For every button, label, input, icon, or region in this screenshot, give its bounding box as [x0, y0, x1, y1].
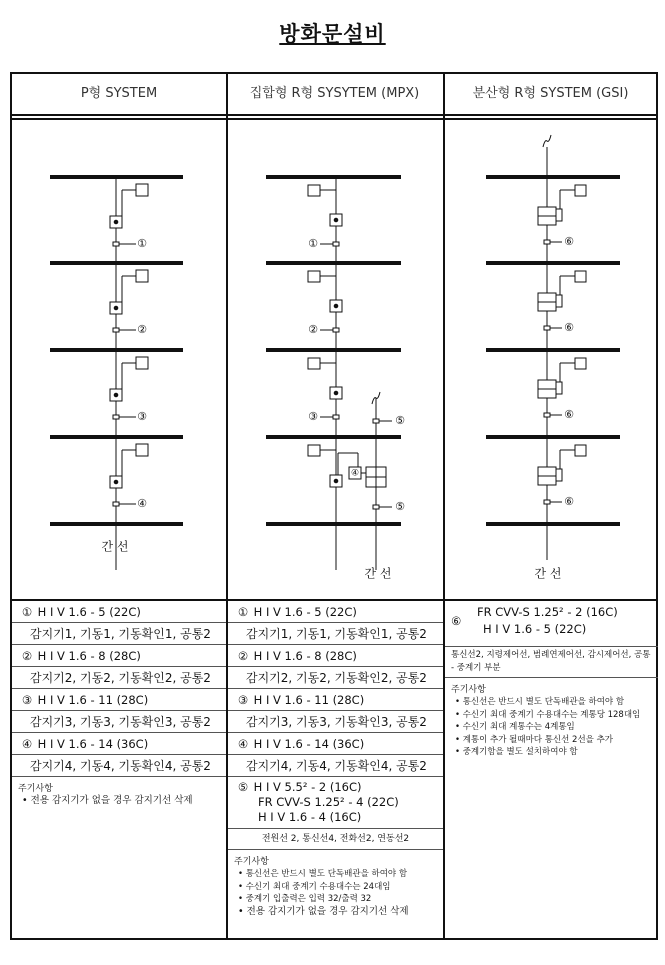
cable-label: ③ [137, 410, 147, 423]
header-gsi: 분산형 R형 SYSTEM (GSI) [472, 86, 629, 101]
detail-row-1: 감지기1, 기동1, 기동확인1, 공통2 [228, 623, 443, 645]
detail-row-1: 감지기1, 기동1, 기동확인1, 공통2 [12, 623, 226, 645]
spec-row-6: ⑥ FR CVV-S 1.25² - 2 (16C) H I V 1.6 - 5 (22C) [445, 601, 658, 647]
cable-label: ⑤ [395, 414, 405, 427]
header-divider-2 [12, 118, 658, 120]
spec-row-2: ② H I V 1.6 - 8 (28C) [228, 645, 443, 667]
spec-row-3: ③ H I V 1.6 - 11 (28C) [12, 689, 226, 711]
cable-label: ⑥ [564, 408, 574, 421]
notes-title: 주기사항 [234, 857, 269, 867]
spec-row-4: ④ H I V 1.6 - 14 (36C) [228, 733, 443, 755]
notes-title: 주기사항 [451, 685, 486, 695]
main-line-label: 간 선 [364, 566, 392, 581]
note-2: • 수신기 최대 중계기 수용대수는 24대임 [238, 881, 391, 892]
cable-label: ⑥ [564, 321, 574, 334]
cable-label: ④ [137, 497, 147, 510]
note-4: • 계통이 추가 될때마다 통신선 2선을 추가 [455, 734, 614, 745]
spec-row-4: ④ H I V 1.6 - 14 (36C) [12, 733, 226, 755]
cable-label: ② [308, 323, 318, 336]
cable-label: ② [137, 323, 147, 336]
spec-row-1: ① H I V 1.6 - 5 (22C) [228, 601, 443, 623]
p-type-spec [12, 601, 226, 940]
detail-row-5: 전원선 2, 통신선4, 전화선2, 연동선2 [228, 829, 443, 850]
detail-row-4: 감지기4, 기동4, 기동확인4, 공통2 [12, 755, 226, 777]
header-mpx: 집합형 R형 SYSYTEM (MPX) [249, 86, 420, 101]
note-5: • 중계기함을 별도 설치하여야 함 [455, 747, 578, 757]
header-p-type: P형 SYSTEM [80, 86, 158, 101]
detail-row-3: 감지기3, 기동3, 기동확인3, 공통2 [228, 711, 443, 733]
note-3: • 수신기 최대 계통수는 4계통임 [455, 722, 575, 732]
note-3: • 중계기 입출력은 입력 32/출력 32 [238, 894, 372, 904]
spec-row-2: ② H I V 1.6 - 8 (28C) [12, 645, 226, 667]
note-1: • 통신선은 반드시 별도 단독배관을 하여야 함 [455, 697, 625, 707]
detail-row-2: 감지기2, 기동2, 기동확인2, 공통2 [12, 667, 226, 689]
detail-row-6: 통신선2, 지령제어선, 범례연제어선, 감시제어선, 공통 - 중계기 부분 [445, 647, 658, 678]
header-divider [12, 114, 658, 116]
note-2: • 수신기 최대 중계기 수용대수는 계통당 128대임 [455, 709, 641, 720]
note-1: • 통신선은 반드시 별도 단독배관을 하여야 함 [238, 869, 408, 879]
spec-row-1: ① H I V 1.6 - 5 (22C) [12, 601, 226, 623]
note-4: • 전용 감지기가 없을 경우 감지기선 삭제 [238, 905, 409, 917]
mpx-spec [228, 601, 443, 940]
cable-label: ⑥ [564, 235, 574, 248]
cable-label: ⑥ [564, 495, 574, 508]
cable-label: ⑤ [395, 500, 405, 513]
main-line-label: 간 선 [534, 566, 562, 581]
cable-label: ① [308, 237, 318, 250]
note: • 전용 감지기가 없을 경우 감지기선 삭제 [22, 795, 193, 806]
detail-row-3: 감지기3, 기동3, 기동확인3, 공통2 [12, 711, 226, 733]
cable-label: ③ [308, 410, 318, 423]
cable-label: ④ [350, 468, 360, 479]
detail-row-2: 감지기2, 기동2, 기동확인2, 공통2 [228, 667, 443, 689]
gsi-spec [445, 601, 658, 940]
page-title: 방화문설비 [279, 22, 386, 46]
spec-row-3: ③ H I V 1.6 - 11 (28C) [228, 689, 443, 711]
main-line-label: 간 선 [101, 539, 129, 554]
main-table [10, 72, 658, 940]
notes-title: 주기사항 [18, 784, 53, 794]
cable-label: ① [137, 237, 147, 250]
spec-row-5: ⑤ H I V 5.5² - 2 (16C) FR CVV-S 1.25² - 4 (22C) H I V 1.6 - 4 (16C) [228, 777, 443, 829]
detail-row-4: 감지기4, 기동4, 기동확인4, 공통2 [228, 755, 443, 777]
